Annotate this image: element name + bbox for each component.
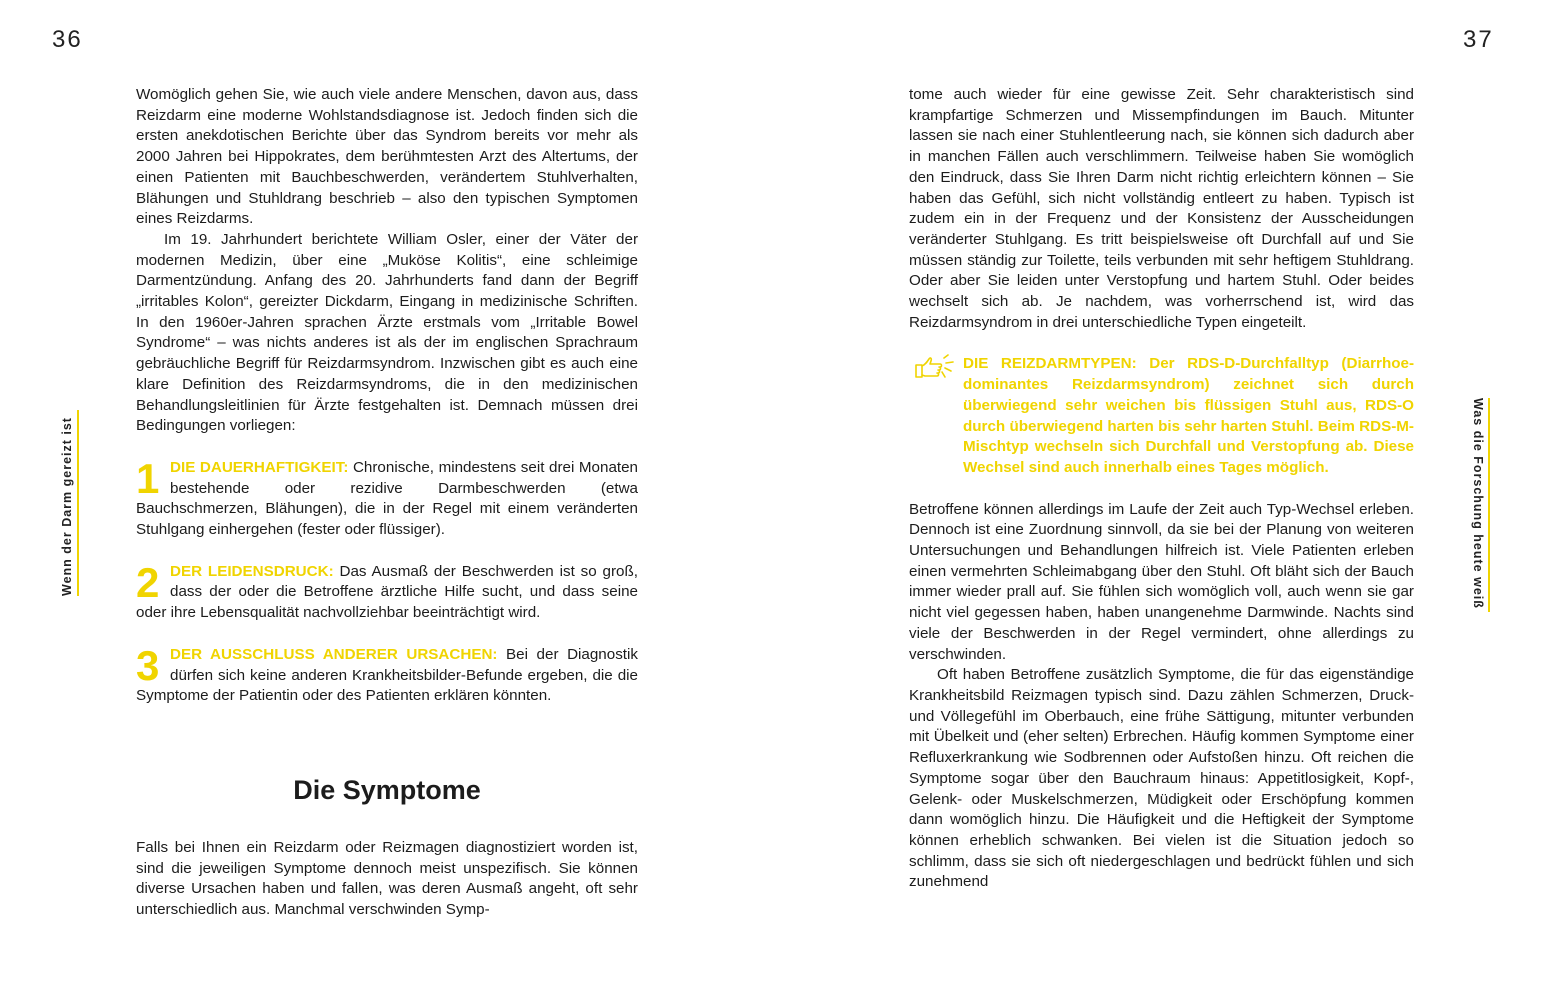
intro-paragraph: Womöglich gehen Sie, wie auch viele andere Menschen, davon aus, dass Reizdarm eine moderne Wohlstandsdiagnose ist. Jedoch finden sich die ersten anekdotischen Berichte über das Syndrom bereits vor mehr als 2000 Jahren bei Hippokrates, dem berühmtesten Arzt des Altertums, der einen Patienten mit Bauchbeschwerden, verändertem Stuhlverhalten, Blähungen und Stuhldrang beschrieb – also den typischen Symptomen eines Reizdarms.: [136, 86, 638, 228]
condition-body: [136, 558, 638, 624]
section-heading: Die Symptome: [293, 774, 481, 805]
condition-number: 2: [136, 558, 160, 606]
condition-heading: DER AUSSCHLUSS ANDERER URSACHEN:: [170, 645, 498, 663]
condition-text: Bei der Diagnostik dürfen sich keine anderen Krankheitsbilder-Befunde ergeben, die die Symptome der Patientin oder des Patienten erklären könnten.: [136, 645, 638, 705]
condition-text: Chronische, mindestens seit drei Monaten bestehende oder rezidive Darmbeschwerden (etwa Bauchschmerzen, Blähungen), die in der Regel mit einem veränderten Stuhlgang einhergehen (fester oder flüssiger).: [136, 458, 639, 539]
condition-number: 3: [136, 641, 160, 689]
page-number-right: 37: [1463, 26, 1494, 53]
condition-body: [136, 454, 639, 541]
callout-text: DIE REIZDARMTYPEN: Der RDS-D-Durchfalltyp (Diarrhoe-dominantes Reizdarmsyndrom) zeichnet sich durch überwiegend sehr weichen bis flüssigen Stuhl aus, RDS-O durch überwiegend harten bis sehr harten Stuhl. Beim RDS-M-Mischtyp wechseln sich Durchfall und Verstopfung ab. Diese Wechsel sind auch innerhalb eines Tages möglich.: [963, 355, 1414, 476]
condition-heading: DER LEIDENSDRUCK:: [170, 562, 334, 580]
condition-body: [136, 641, 638, 707]
symptoms-paragraph: Falls bei Ihnen ein Reizdarm oder Reizmagen diagnostiziert worden ist, sind die jeweiligen Symptome dennoch meist unspezifisch. Sie können diverse Ursachen haben und fallen, was deren Ausmaß angeht, oft sehr unterschiedlich aus. Manchmal verschwinden Symp-: [136, 838, 638, 919]
condition-heading: DIE DAUERHAFTIGKEIT:: [170, 458, 349, 476]
side-label-right: Was die Forschung heute weiß: [1471, 398, 1490, 612]
history-paragraph: Im 19. Jahrhundert berichtete William Osler, einer der Väter der modernen Medizin, über eine „Muköse Kolitis“, eine schleimige Darmentzündung. Anfang des 20. Jahrhunderts fand dann der Begriff „irritables Kolon“, gereizter Dickdarm, Eingang in medizinische Schriften. In den 1960er-Jahren sprachen Ärzte erstmals vom „Irritable Bowel Syndrome“ – was nichts anderes ist als der im englischen Sprachraum gebräuchliche Begriff für Reizdarmsyndrom. Inzwischen gibt es auch eine klare Definition des Reizdarmsyndroms, die in den medizinischen Behandlungsleitlinien für Ärzte festgehalten ist. Demnach müssen drei Bedingungen vorliegen:: [136, 230, 638, 435]
side-label-left: Wenn der Darm gereizt ist: [60, 410, 79, 596]
typechange-paragraph: Betroffene können allerdings im Laufe der Zeit auch Typ-Wechsel erleben. Dennoch ist eine Zuordnung sinnvoll, da sie bei der Planung von weiteren Untersuchungen und Behandlungen hilfreich ist. Viele Patienten erleben einen vermehrten Schleimabgang über den Stuhl. Oft bläht sich der Bauch immer wieder prall auf. Sie fühlen sich womöglich voll, auch wenn sie gar nicht viel gegessen haben, haben unangenehme Darmwinde. Nachts sind viele der Beschwerden in der Regel vermindert, ohne allerdings zu verschwinden.: [909, 500, 1414, 663]
additional-paragraph: Oft haben Betroffene zusätzlich Symptome, die für das eigenständige Krankheitsbild Reizmagen typisch sind. Dazu zählen Schmerzen, Druck- und Völlegefühl im Oberbauch, eine frühe Sättigung, mitunter verbunden mit Übelkeit und (eher selten) Erbrechen. Häufig kommen Symptome einer Refluxerkrankung wie Sodbrennen oder Aufstoßen hinzu. Oft reichen die Symptome sogar über den Bauchraum hinaus: Appetitlosigkeit, Kopf-, Gelenk- oder Muskelschmerzen, Müdigkeit oder Erschöpfung kommen dann womöglich hinzu. Die Häufigkeit und die Heftigkeit der Symptome können erheblich schwanken. Bei vielen ist die Situation jedoch so schlimm, dass sie sich oft niedergeschlagen und bedrückt fühlen und sich zunehmend: [909, 666, 1414, 891]
condition-number: 1: [136, 454, 160, 502]
condition-item-3: [136, 641, 638, 707]
continuation-paragraph: tome auch wieder für eine gewisse Zeit. Sehr charakteristisch sind krampfartige Schmerzen und Missempfindungen im Bauch. Mitunter lassen sie nach einer Stuhlentleerung nach, sie können sich dadurch aber in manchen Fällen auch verschlimmern. Teilweise haben Sie womöglich den Eindruck, dass Sie Ihren Darm nicht richtig erleichtern können – Sie haben das Gefühl, sich nicht vollständig entleert zu haben. Typisch ist zudem ein in der Frequenz und der Konsistenz der Ausscheidungen veränderter Stuhlgang. Es tritt beispielsweise oft Durchfall auf und Sie müssen ständig zur Toilette, teils verbunden mit sehr heftigem Stuhldrang. Oder aber Sie leiden unter Verstopfung und hartem Stuhl. Oder beides wechselt sich ab. Je nachdem, was vorherrschend ist, wird das Reizdarmsyndrom in drei unterschiedliche Typen eingeteilt.: [909, 86, 1414, 331]
callout-box: [909, 354, 1414, 478]
right-column: [909, 85, 1414, 893]
condition-item-1: [136, 454, 639, 541]
condition-text: Das Ausmaß der Beschwerden ist so groß, dass der oder die Betroffene ärztliche Hilfe sucht, und dass seine oder ihre Lebensqualität nachvollziehbar beeinträchtigt wird.: [136, 562, 638, 622]
condition-item-2: [136, 558, 638, 624]
page-number-left: 36: [52, 26, 83, 53]
left-column: [136, 85, 638, 921]
pointing-hand-icon: [913, 354, 957, 380]
